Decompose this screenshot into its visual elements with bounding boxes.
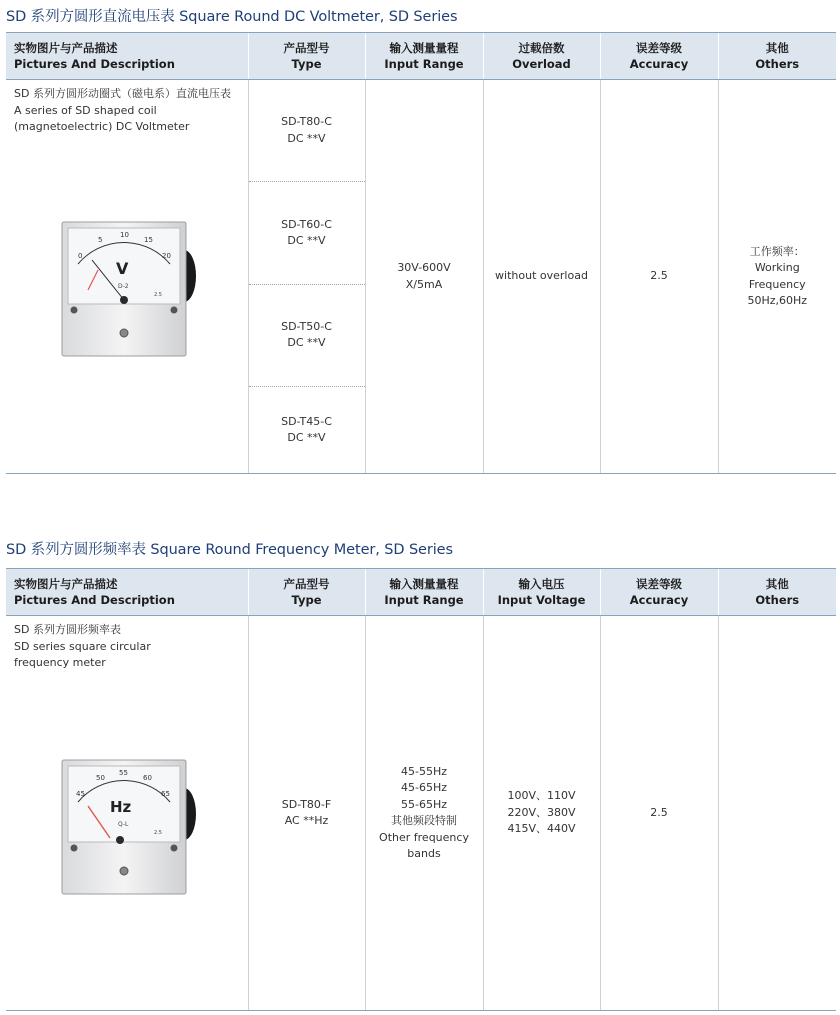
table-row <box>6 80 836 182</box>
type-cell: SD-T80-C DC **V <box>248 80 365 182</box>
overload-cell: without overload <box>483 80 600 474</box>
header-overload: 过载倍数 Overload <box>483 33 600 80</box>
product-description: SD 系列方圆形动圈式（磁电系）直流电压表 A series of SD shaped coil (magnetoelectric) DC Voltmeter <box>14 87 231 133</box>
header-others: 其他 Others <box>718 33 836 80</box>
header-accuracy: 误差等级 Accuracy <box>600 33 718 80</box>
header-input-range: 输入测量量程 Input Range <box>365 569 483 616</box>
table-row <box>6 616 836 1011</box>
input-range-cell: 30V-600V X/5mA <box>365 80 483 474</box>
header-input-range: 输入测量量程 Input Range <box>365 33 483 80</box>
product-description: SD 系列方圆形频率表 SD series square circular frequency meter <box>14 623 151 669</box>
header-description: 实物图片与产品描述 Pictures And Description <box>6 569 248 616</box>
svg-text:Q-L: Q-L <box>118 821 129 828</box>
accuracy-cell: 2.5 <box>600 80 718 474</box>
svg-text:V: V <box>116 259 129 278</box>
frequency-spec-table <box>6 568 836 1011</box>
svg-text:55: 55 <box>119 769 128 777</box>
svg-text:60: 60 <box>143 774 152 782</box>
header-input-voltage: 输入电压 Input Voltage <box>483 569 600 616</box>
others-cell <box>718 616 836 1011</box>
voltmeter-spec-table <box>6 32 836 474</box>
svg-text:45: 45 <box>76 790 85 798</box>
type-cell: SD-T80-F AC **Hz <box>248 616 365 1011</box>
svg-text:65: 65 <box>161 790 170 798</box>
svg-text:10: 10 <box>120 231 129 239</box>
frequency-section-title: SD 系列方圆形频率表 Square Round Frequency Meter, SD Series <box>6 542 453 558</box>
header-type: 产品型号 Type <box>248 569 365 616</box>
type-cell: SD-T60-C DC **V <box>248 182 365 284</box>
svg-text:2.5: 2.5 <box>154 292 162 298</box>
others-cell: 工作频率： Working Frequency 50Hz,60Hz <box>718 80 836 474</box>
svg-text:20: 20 <box>162 252 171 260</box>
voltmeter-section-title: SD 系列方圆形直流电压表 Square Round DC Voltmeter, SD Series <box>6 9 458 25</box>
header-accuracy: 误差等级 Accuracy <box>600 569 718 616</box>
header-others: 其他 Others <box>718 569 836 616</box>
frequency-meter-image <box>58 756 198 898</box>
svg-text:2.5: 2.5 <box>154 830 162 836</box>
header-description: 实物图片与产品描述 Pictures And Description <box>6 33 248 80</box>
svg-text:Hz: Hz <box>110 798 132 816</box>
type-cell: SD-T45-C DC **V <box>248 387 365 474</box>
table-header-row <box>6 569 836 616</box>
description-cell <box>6 80 248 474</box>
description-cell <box>6 616 248 1011</box>
type-cell: SD-T50-C DC **V <box>248 284 365 386</box>
svg-text:50: 50 <box>96 774 105 782</box>
svg-text:5: 5 <box>98 236 103 244</box>
input-range-cell: 45-55Hz 45-65Hz 55-65Hz 其他频段特制 Other frequency bands <box>365 616 483 1011</box>
svg-text:0: 0 <box>78 252 83 260</box>
accuracy-cell: 2.5 <box>600 616 718 1011</box>
table-header-row <box>6 33 836 80</box>
svg-text:D-2: D-2 <box>118 283 129 290</box>
svg-text:15: 15 <box>144 236 153 244</box>
voltmeter-image <box>58 218 198 360</box>
header-type: 产品型号 Type <box>248 33 365 80</box>
input-voltage-cell: 100V、110V 220V、380V 415V、440V <box>483 616 600 1011</box>
